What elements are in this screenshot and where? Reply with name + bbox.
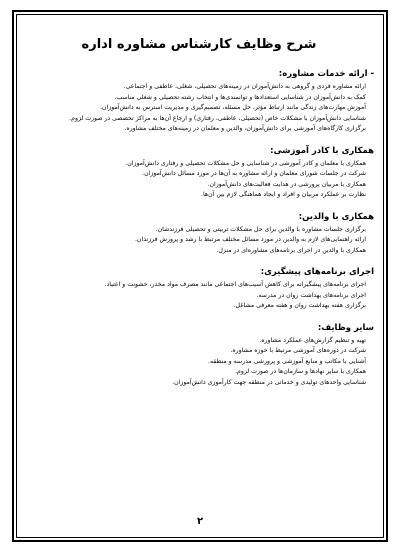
section-parent-cooperation <box>24 211 374 257</box>
section-heading: همکاری با والدین: <box>298 211 374 222</box>
body-line: شرکت در دوره‌های آموزشی مرتبط با حوزه مشاوره. <box>230 347 366 354</box>
section-other-duties <box>24 322 374 389</box>
section-heading: - ارائه خدمات مشاوره: <box>278 69 374 79</box>
document-title: شرح وظایف کارشناس مشاوره اداره <box>81 37 317 52</box>
body-line: شرکت در جلسات شورای معلمان و ارائه مشاوره به آن‌ها در مورد مسائل دانش‌آموزان. <box>142 170 366 177</box>
section-heading: سایر وظایف: <box>317 322 374 333</box>
body-line: آشنایی با مکاتب و منابع آموزشی و پرورشی مدرسه و منطقه. <box>207 357 366 365</box>
body-line: آموزش مهارت‌های زندگی مانند ارتباط مؤثر، حل مسئله، تصمیم‌گیری و مدیریت استرس به دانش‌آموزان. <box>100 104 366 111</box>
body-line: برگزاری کارگاه‌های آموزشی برای دانش‌آموزان، والدین و معلمان در زمینه‌های مختلف مشاوره. <box>124 125 366 132</box>
body-line: ارائه مشاوره فردی و گروهی به دانش‌آموزان در زمینه‌های تحصیلی، شغلی، عاطفی و اجتماعی. <box>123 83 366 90</box>
body-line: نظارت بر عملکرد مربیان و افراد و ایجاد هماهنگی لازم بین آن‌ها. <box>201 191 366 198</box>
body-line: اجرای برنامه‌های پیشگیرانه برای کاهش آسیب‌های اجتماعی مانند مصرف مواد مخدر، خشونت و اعتیاد. <box>104 281 366 288</box>
body-line: شناسایی دانش‌آموزان با مشکلات خاص (تحصیلی، عاطفی، رفتاری) و ارجاع آن‌ها به مراکز تخصصی در صورت لزوم. <box>69 114 366 122</box>
section-prevention-programs <box>24 266 374 312</box>
section-heading: اجرای برنامه‌های پیشگیری: <box>260 267 374 277</box>
section-counseling-services <box>24 68 374 135</box>
body-line: برگزاری جلسات مشاوره با والدین برای حل مشکلات تربیتی و تحصیلی فرزندشان. <box>155 225 366 233</box>
document-body <box>24 36 374 398</box>
body-line: همکاری با والدین در اجرای برنامه‌های مشاوره‌ای در منزل. <box>216 246 366 254</box>
body-line: برگزاری هفته بهداشت روان و هفته معرفی مشاغل. <box>233 302 366 309</box>
body-line: شناسایی واحدهای تولیدی و خدماتی در منطقه جهت کارآموزی دانش‌آموزان. <box>172 378 366 386</box>
body-line: همکاری با مربیان پرورشی در هدایت فعالیت‌های دانش‌آموزان. <box>207 180 366 188</box>
section-staff-cooperation <box>24 145 374 201</box>
page-number: ۲ <box>196 516 204 527</box>
body-line: تهیه و تنظیم گزارش‌های عملکرد مشاوره. <box>259 336 366 344</box>
body-line: اجرای برنامه‌های بهداشت روان در مدرسه. <box>256 291 366 299</box>
section-heading: همکاری با کادر آموزشی: <box>270 145 374 156</box>
body-line: کمک به دانش‌آموزان در شناسایی استعدادها و توانمندی‌ها و انتخاب رشته تحصیلی و شغلی مناسب. <box>114 93 366 101</box>
body-line: همکاری با سایر نهادها و سازمان‌ها در صورت لزوم. <box>235 368 366 375</box>
body-line: ارائه راهنمایی‌های لازم به والدین در مورد مسائل مختلف مرتبط با رشد و پرورش فرزندان. <box>134 236 366 243</box>
body-line: همکاری با معلمان و کادر آموزشی در شناسایی و حل مشکلات تحصیلی و رفتاری دانش‌آموزان. <box>125 159 366 167</box>
